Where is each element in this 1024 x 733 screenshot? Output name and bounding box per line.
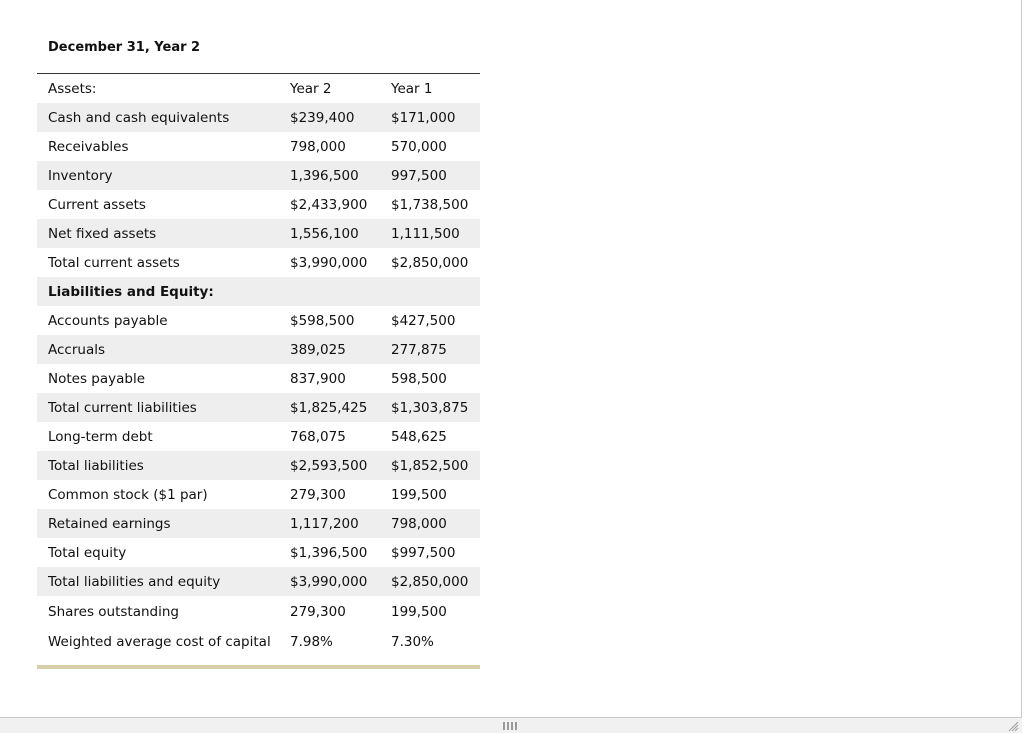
row-year1-value: 199,500 [391,486,447,503]
row-year2-value: $1,825,425 [290,399,368,416]
row-year1-value: $2,850,000 [391,254,469,271]
bottom-splitter-bar[interactable] [0,717,1022,733]
row-year1-value: 199,500 [391,603,447,620]
table-row [37,306,480,335]
row-year2-value: 279,300 [290,486,346,503]
row-year1-value: $1,303,875 [391,399,469,416]
row-year2-value: $1,396,500 [290,544,368,561]
table-row [37,190,480,219]
section-heading-row [37,277,480,306]
row-year2-value: $2,593,500 [290,457,368,474]
header-label: Assets: [48,80,97,97]
row-year1-value: 1,111,500 [391,225,460,242]
header-year2: Year 2 [290,80,332,97]
table-row [37,422,480,451]
table-row [37,509,480,538]
table-row [37,596,480,627]
table-row [37,567,480,596]
table-footer-rule [37,665,480,669]
table-row [37,132,480,161]
table-row [37,248,480,277]
row-year2-value: $2,433,900 [290,196,368,213]
row-label: Current assets [48,196,146,213]
row-year1-value: 798,000 [391,515,447,532]
row-year1-value: 7.30% [391,633,434,650]
table-row [37,103,480,132]
row-year2-value: 389,025 [290,341,346,358]
table-row [37,627,480,656]
row-label: Inventory [48,167,113,184]
row-year1-value: 277,875 [391,341,447,358]
row-year2-value: 798,000 [290,138,346,155]
header-year1: Year 1 [391,80,433,97]
row-year1-value: $427,500 [391,312,456,329]
row-label: Weighted average cost of capital [48,633,271,650]
row-label: Accruals [48,341,106,358]
table-row [37,538,480,567]
table-row [37,480,480,509]
row-year2-value: 1,556,100 [290,225,359,242]
table-row [37,219,480,248]
row-year2-value: 7.98% [290,633,333,650]
row-year2-value: $3,990,000 [290,573,368,590]
balance-sheet-table [37,73,480,656]
row-year1-value: 997,500 [391,167,447,184]
row-year1-value: $2,850,000 [391,573,469,590]
row-label: Common stock ($1 par) [48,486,208,503]
table-row [37,364,480,393]
row-label: Notes payable [48,370,146,387]
row-year1-value: 570,000 [391,138,447,155]
row-year1-value: $1,738,500 [391,196,469,213]
splitter-grip-icon[interactable] [503,722,517,730]
row-year1-value: 548,625 [391,428,447,445]
table-row [37,393,480,422]
row-label: Cash and cash equivalents [48,109,230,126]
row-year2-value: $598,500 [290,312,355,329]
row-year2-value: $3,990,000 [290,254,368,271]
table-row [37,161,480,190]
row-year2-value: 279,300 [290,603,346,620]
row-label: Total liabilities [48,457,144,474]
row-year2-value: 837,900 [290,370,346,387]
table-row [37,335,480,364]
row-label: Total equity [48,544,127,561]
resize-corner-icon[interactable] [1007,720,1019,732]
row-label: Net fixed assets [48,225,157,242]
row-label: Retained earnings [48,515,171,532]
row-year2-value: $239,400 [290,109,355,126]
row-year1-value: $1,852,500 [391,457,469,474]
row-year1-value: $171,000 [391,109,456,126]
row-year1-value: $997,500 [391,544,456,561]
row-label: Long-term debt [48,428,153,445]
table-row [37,451,480,480]
table-header-row [37,74,480,103]
row-year2-value: 1,117,200 [290,515,359,532]
row-label: Accounts payable [48,312,168,329]
row-label: Total current liabilities [48,399,197,416]
section-heading: Liabilities and Equity: [48,283,214,300]
row-year1-value: 598,500 [391,370,447,387]
row-year2-value: 1,396,500 [290,167,359,184]
row-year2-value: 768,075 [290,428,346,445]
row-label: Total liabilities and equity [48,573,221,590]
statement-title: December 31, Year 2 [48,40,201,55]
row-label: Receivables [48,138,129,155]
row-label: Total current assets [48,254,180,271]
row-label: Shares outstanding [48,603,179,620]
